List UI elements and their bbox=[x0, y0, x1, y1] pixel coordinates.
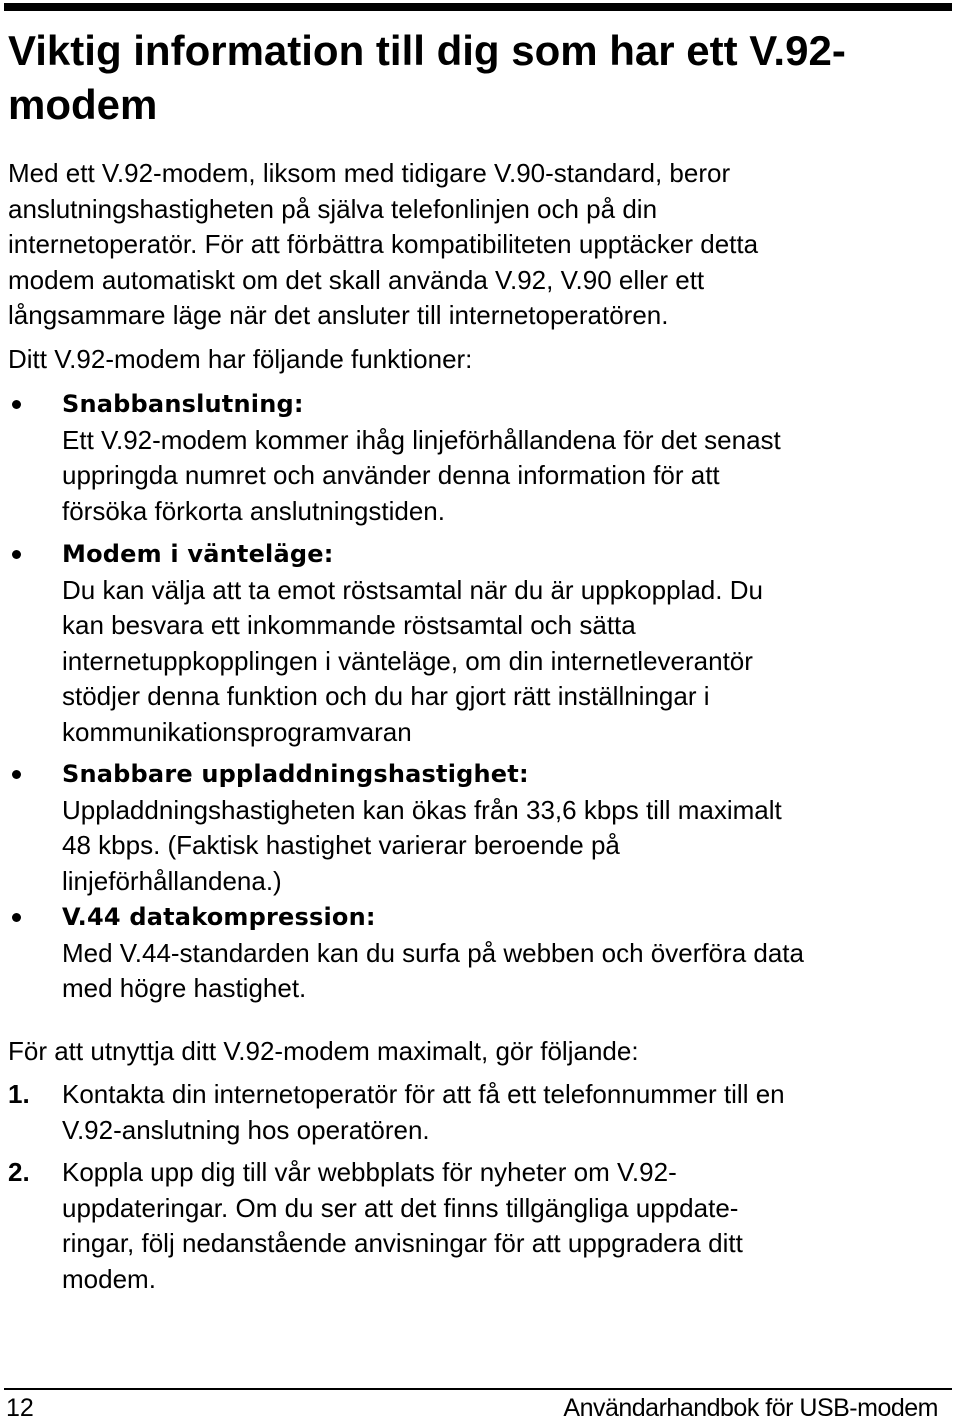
feature-item-uppladdning bbox=[62, 757, 782, 899]
feature-text: Med V.44-standarden kan du surfa på webben och överföra data bbox=[62, 937, 804, 968]
features-heading: Ditt V.92-modem har följande funktioner: bbox=[8, 344, 473, 374]
intro-line: långsammare läge när det ansluter till internetoperatören. bbox=[8, 300, 669, 330]
bullet-icon bbox=[12, 400, 21, 409]
feature-item-vantelage bbox=[62, 537, 763, 750]
feature-item-datakompression bbox=[62, 900, 804, 1007]
feature-text: uppringda numret och använder denna information för att bbox=[62, 460, 720, 490]
bullet-icon bbox=[12, 913, 21, 922]
feature-text: Uppladdningshastigheten kan ökas från 33,6 kbps till maximalt bbox=[62, 794, 782, 825]
feature-text: kommunikationsprogramvaran bbox=[62, 716, 412, 747]
step-item bbox=[8, 1077, 785, 1148]
step-number: 1. bbox=[8, 1079, 30, 1109]
intro-line: modem automatiskt om det skall använda V.92, V.90 eller ett bbox=[8, 264, 705, 295]
footer-document-title: Användarhandbok för USB-modem bbox=[563, 1394, 938, 1422]
bullet-icon bbox=[12, 770, 21, 779]
feature-text: linjeförhållandena.) bbox=[62, 865, 282, 896]
step-text: Kontakta din internetoperatör för att få ett telefonnummer till en bbox=[62, 1079, 785, 1109]
feature-label: Snabbanslutning: bbox=[62, 390, 304, 418]
step-text: ringar, följ nedanstående anvisningar för att uppgradera ditt bbox=[62, 1228, 743, 1258]
step-item bbox=[8, 1155, 743, 1297]
intro-paragraph bbox=[8, 156, 758, 334]
top-rule bbox=[4, 3, 952, 11]
feature-text: stödjer denna funktion och du har gjort rätt inställningar i bbox=[62, 681, 710, 711]
feature-text: Du kan välja att ta emot röstsamtal när du är uppkopplad. Du bbox=[62, 574, 763, 605]
feature-item-snabbanslutning bbox=[62, 387, 781, 529]
feature-label: Modem i vänteläge: bbox=[62, 540, 334, 568]
step-text: uppdateringar. Om du ser att det finns tillgängliga uppdate- bbox=[62, 1192, 739, 1223]
step-text: modem. bbox=[62, 1263, 156, 1294]
intro-line: anslutningshastigheten på själva telefonlinjen och på din bbox=[8, 193, 658, 224]
step-text: Koppla upp dig till vår webbplats för nyheter om V.92- bbox=[62, 1157, 677, 1187]
feature-text: kan besvara ett inkommande röstsamtal och sätta bbox=[62, 610, 636, 640]
feature-label: Snabbare uppladdningshastighet: bbox=[62, 760, 529, 788]
footer-rule bbox=[4, 1388, 952, 1390]
page-number: 12 bbox=[6, 1394, 34, 1422]
feature-label: V.44 datakompression: bbox=[62, 903, 376, 931]
feature-text: med högre hastighet. bbox=[62, 973, 307, 1003]
page-title: Viktig information till dig som har ett V.92-modem bbox=[8, 27, 846, 128]
bullet-icon bbox=[12, 550, 21, 559]
steps-heading: För att utnyttja ditt V.92-modem maximalt, gör följande: bbox=[8, 1036, 639, 1066]
step-text: V.92-anslutning hos operatören. bbox=[62, 1114, 430, 1145]
intro-line: Med ett V.92-modem, liksom med tidigare V.90-standard, beror bbox=[8, 158, 731, 188]
feature-text: internetuppkopplingen i vänteläge, om din internetleverantör bbox=[62, 645, 753, 676]
feature-text: Ett V.92-modem kommer ihåg linjeförhållandena för det senast bbox=[62, 424, 781, 455]
feature-text: försöka förkorta anslutningstiden. bbox=[62, 495, 445, 526]
feature-text: 48 kbps. (Faktisk hastighet varierar beroende på bbox=[62, 830, 620, 860]
step-number: 2. bbox=[8, 1157, 30, 1187]
intro-line: internetoperatör. För att förbättra kompatibiliteten upptäcker detta bbox=[8, 229, 759, 259]
